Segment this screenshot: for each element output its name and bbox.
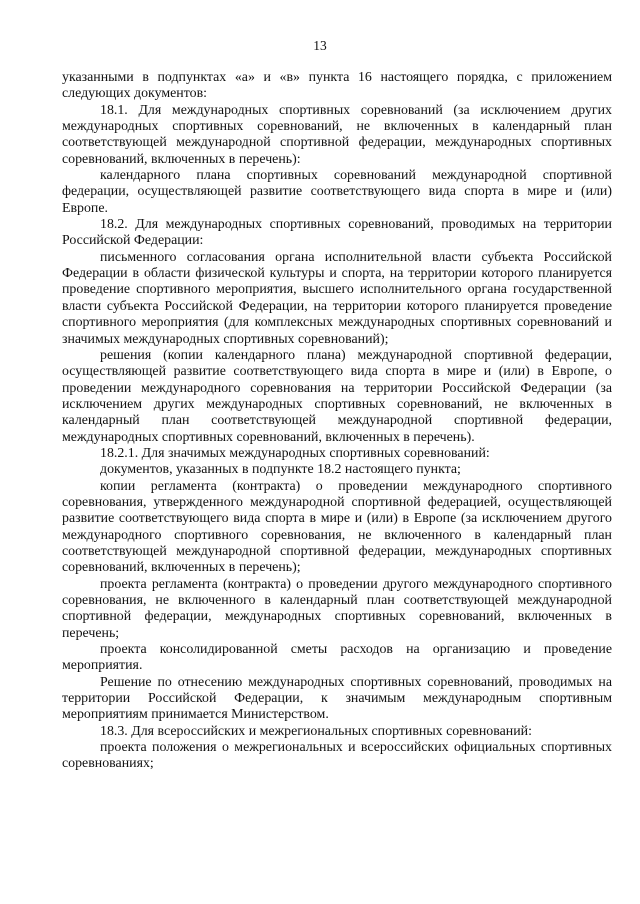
paragraph-18-1: 18.1. Для международных спортивных соревнований (за исключением других международных спортивных соревнований, не включенных в календарный план соответствующей международной спортивной федерации, международных спортивных соревнований, включенных в перечень): [62,102,612,167]
paragraph-federation-decision: решения (копии календарного плана) международной спортивной федерации, осуществляющей развитие соответствующего вида спорта в мире и (или) в Европе, о проведении международного соревнования на территории Российской Федерации (за исключением других международных спортивных соревнований, не включенных в календарный план соответствующей международной спортивной федерации, международных спортивных соревнований, включенных в перечень). [62,347,612,445]
paragraph-18-2: 18.2. Для международных спортивных соревнований, проводимых на территории Российской Федерации: [62,217,612,249]
paragraph-budget-draft: проекта консолидированной сметы расходов на организацию и проведение мероприятия. [62,642,612,674]
paragraph-18-3: 18.3. Для всероссийских и межрегиональных спортивных соревнований: [100,723,532,739]
paragraph-regulation-project: проекта положения о межрегиональных и всероссийских официальных спортивных соревнованиях; [62,740,612,772]
paragraph-18-2-1: 18.2.1. Для значимых международных спортивных соревнований: [100,445,490,461]
paragraph-documents: документов, указанных в подпункте 18.2 настоящего пункта; [100,462,461,478]
paragraph-regulation-copies: копии регламента (контракта) о проведении международного спортивного соревнования, утвержденного международной спортивной федерацией, осуществляющей развитие соответствующего вида спорта в мире и (или) в Европе (за исключением другого международного спортивного соревнования, не включенного в календарный план соответствующей международной спортивной федерации, международных спортивных соревнований, включенных в перечень); [62,478,612,576]
paragraph-decision: Решение по отнесению международных спортивных соревнований, проводимых на территории Российской Федерации, к значимым международным спортивным мероприятиям принимается Министерством. [62,674,612,723]
paragraph-regulation-draft: проекта регламента (контракта) о проведении другого международного спортивного соревнования, не включенного в календарный план соответствующей международной спортивной федерации, международных спортивных соревнований, включенных в перечень; [62,576,612,641]
page-number: 13 [313,38,327,53]
paragraph-calendar-plan: календарного плана спортивных соревнований международной спортивной федерации, осуществляющей развитие соответствующего вида спорта в мире и (или) Европе. [62,168,612,216]
paragraph-written-approval: письменного согласования органа исполнительной власти субъекта Российской Федерации в области физической культуры и спорта, на территории которого планируется проведение спортивного мероприятия, высшего исполнительного органа государственной власти субъекта Российской Федерации, на территории которого планируется проведение спортивного мероприятия (для комплексных международных спортивных соревнований и значимых международных спортивных соревнований); [62,249,612,347]
document-body [62,70,612,773]
paragraph-intro: указанными в подпунктах «а» и «в» пункта 16 настоящего порядка, с приложением следующих документов: [62,70,612,102]
